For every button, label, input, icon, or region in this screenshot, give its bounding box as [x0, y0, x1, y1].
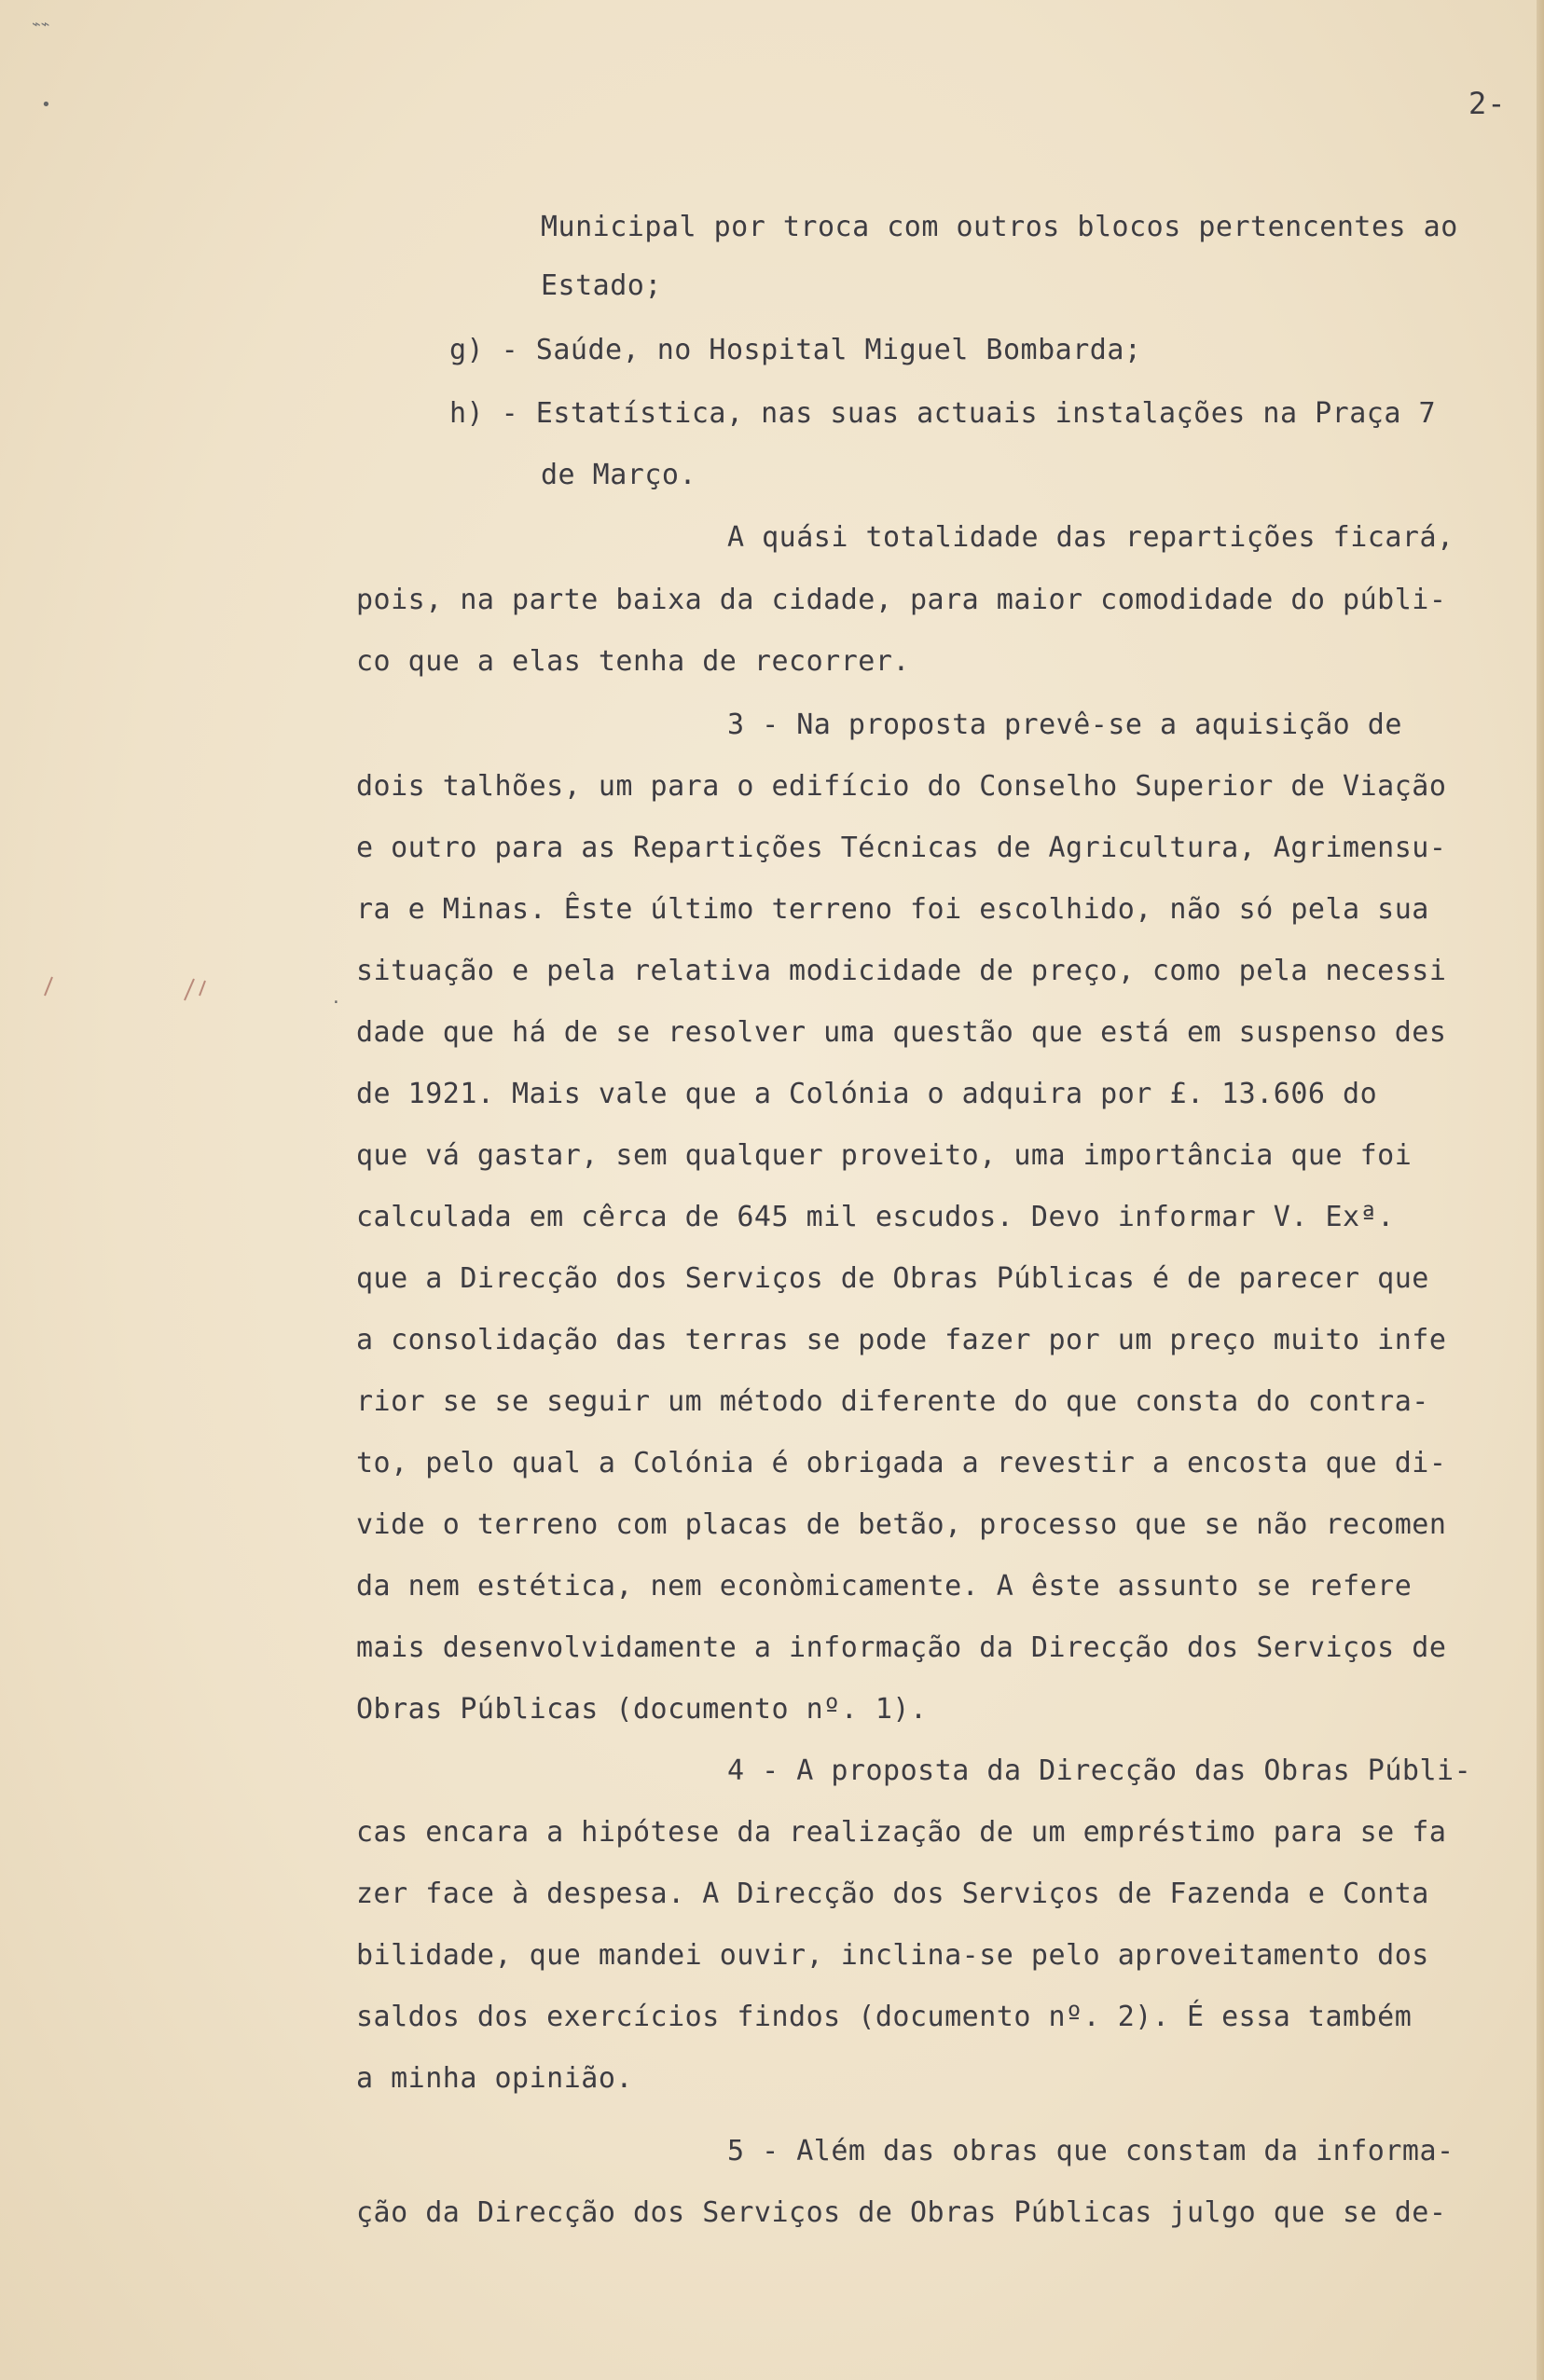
text-line: pois, na parte baixa da cidade, para maior comodidade do públi- — [356, 584, 1447, 616]
text-line: que a Direcção dos Serviços de Obras Públicas é de parecer que — [356, 1262, 1429, 1295]
margin-dot: · — [331, 993, 341, 1012]
text-line: zer face à despesa. A Direcção dos Serviços de Fazenda e Conta — [356, 1878, 1429, 1910]
page-edge — [1537, 0, 1544, 2380]
text-line: vide o terreno com placas de betão, processo que se não recomen — [356, 1508, 1447, 1541]
text-line: dois talhões, um para o edifício do Conselho Superior de Viação — [356, 770, 1447, 803]
text-line: ra e Minas. Êste último terreno foi escolhido, não só pela sua — [356, 893, 1429, 926]
text-line: co que a elas tenha de recorrer. — [356, 645, 910, 678]
text-line: situação e pela relativa modicidade de preço, como pela necessi — [356, 955, 1447, 987]
text-line: mais desenvolvidamente a informação da Direcção dos Serviços de — [356, 1631, 1447, 1664]
margin-dot: • — [41, 95, 51, 115]
text-line: a minha opinião. — [356, 2062, 633, 2095]
text-line: h) - Estatística, nas suas actuais instalações na Praça 7 — [449, 397, 1437, 430]
text-line: e outro para as Repartições Técnicas de Agricultura, Agrimensu- — [356, 832, 1447, 864]
text-line: a consolidação das terras se pode fazer por um preço muito infe — [356, 1324, 1447, 1356]
text-line: 5 - Além das obras que constam da informa- — [727, 2135, 1454, 2167]
text-line: Obras Públicas (documento nº. 1). — [356, 1693, 928, 1726]
pencil-mark-icon — [26, 958, 213, 1014]
text-line: ção da Direcção dos Serviços de Obras Públicas julgo que se de- — [356, 2196, 1447, 2229]
text-line: 3 - Na proposta prevê-se a aquisição de — [727, 708, 1402, 741]
text-line: da nem estética, nem econòmicamente. A êste assunto se refere — [356, 1570, 1413, 1603]
text-line: Estado; — [541, 269, 662, 302]
text-line: g) - Saúde, no Hospital Miguel Bombarda; — [449, 334, 1142, 366]
text-line: rior se se seguir um método diferente do que consta do contra- — [356, 1385, 1429, 1418]
text-line: 4 - A proposta da Direcção das Obras Públi- — [727, 1754, 1472, 1787]
text-line: que vá gastar, sem qualquer proveito, uma importância que foi — [356, 1139, 1413, 1172]
text-line: calculada em cêrca de 645 mil escudos. Devo informar V. Exª. — [356, 1201, 1395, 1233]
text-line: de Março. — [541, 459, 697, 491]
text-line: bilidade, que mandei ouvir, inclina-se pelo aproveitamento dos — [356, 1939, 1429, 1972]
page-number: 2- — [1468, 86, 1507, 121]
text-line: dade que há de se resolver uma questão que está em suspenso des — [356, 1016, 1447, 1049]
text-line: cas encara a hipótese da realização de um empréstimo para se fa — [356, 1816, 1447, 1849]
text-line: to, pelo qual a Colónia é obrigada a revestir a encosta que di- — [356, 1447, 1447, 1479]
corner-stamp-mark: ⌁⌁ — [32, 15, 50, 33]
text-line: A quási totalidade das repartições ficará, — [727, 521, 1454, 554]
text-line: Municipal por troca com outros blocos pertencentes ao — [541, 211, 1458, 243]
text-line: de 1921. Mais vale que a Colónia o adquira por £. 13.606 do — [356, 1078, 1378, 1110]
text-line: saldos dos exercícios findos (documento nº. 2). É essa também — [356, 2001, 1413, 2033]
